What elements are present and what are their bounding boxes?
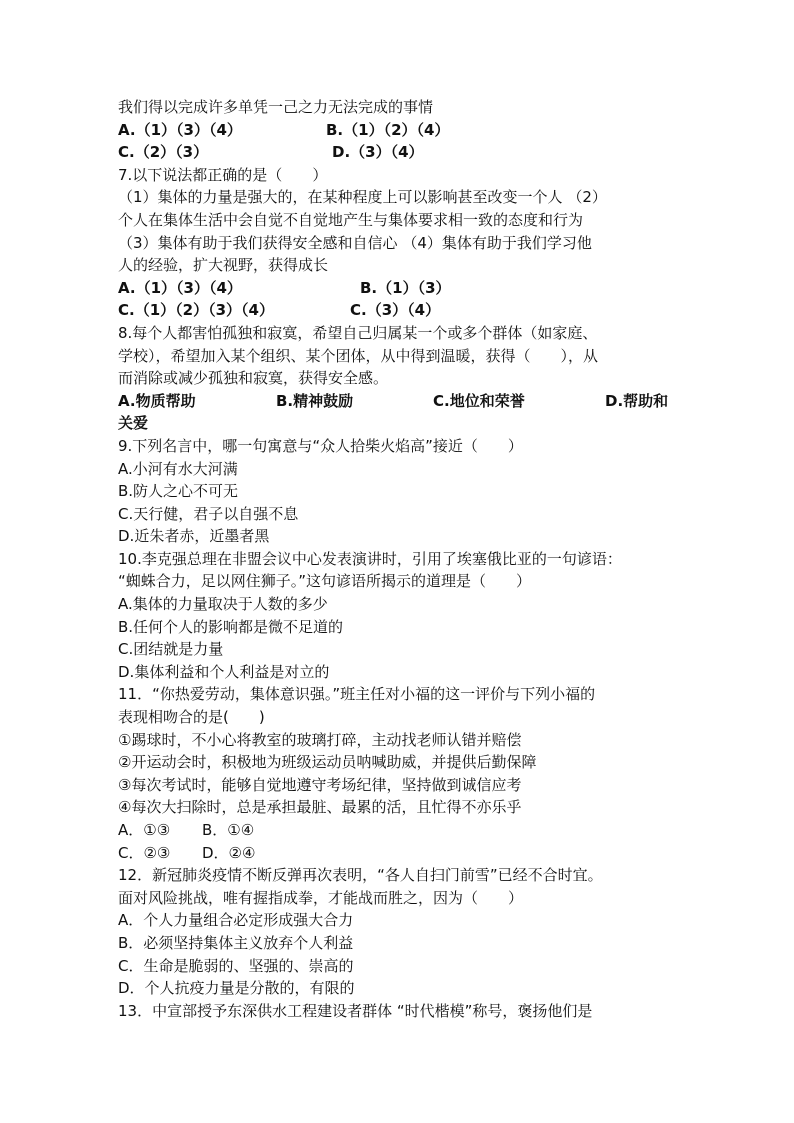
q9-option-d: D.近朱者赤，近墨者黑 [118,527,270,546]
q8-option-d-wrap: 关爱 [118,414,149,433]
q11-options-row-1 [118,819,688,842]
q6-tail-text: 我们得以完成许多单凭一己之力无法完成的事情 [118,98,434,116]
q6-option-c: C.（2）（3） [118,143,209,162]
q10-stem-line: “蜘蛛合力，足以网住狮子。”这句谚语所揭示的道理是（ ） [118,572,532,591]
q6-options-row-1 [118,119,688,142]
q12-option-a: A．个人力量组合必定形成强大合力 [118,911,354,930]
q9-stem: 9.下列名言中，哪一句寓意与“众人拾柴火焰高”接近（ ） [118,436,523,455]
q10-option-d: D.集体利益和个人利益是对立的 [118,662,330,681]
q8-stem-line: 8.每个人都害怕孤独和寂寞，希望自己归属某一个或多个群体（如家庭、 [118,323,598,342]
q11-options-row-2 [118,842,688,865]
q7-option-a: A.（1）（3）（4） [118,278,242,297]
q7-option-b: B.（1）（3） [360,278,451,297]
q8-options-row [118,390,688,413]
q10-option-c: C.团结就是力量 [118,640,224,659]
q12-option-d: D．个人抗疫力量是分散的，有限的 [118,979,355,998]
q9-option-b: B.防人之心不可无 [118,482,239,501]
q12-option-c: C．生命是脆弱的、坚强的、崇高的 [118,956,354,975]
q12-stem-line: 面对风险挑战，唯有握指成拳，才能战而胜之，因为（ ） [118,888,524,907]
q7-options-row-2 [118,299,688,322]
q11-item: ②开运动会时，积极地为班级运动员呐喊助威，并提供后勤保障 [118,753,537,772]
q11-item: ④每次大扫除时，总是承担最脏、最累的活，且忙得不亦乐乎 [118,798,522,817]
q6-option-b: B.（1）（2）（4） [326,120,450,139]
q11-option-a: A．①③ [118,821,171,839]
q8-option-b: B.精神鼓励 [276,391,354,410]
q7-body-line: （1）集体的力量是强大的，在某种程度上可以影响甚至改变一个人 （2） [118,188,607,207]
q11-stem-line: 11．“你热爱劳动，集体意识强。”班主任对小福的这一评价与下列小福的 [118,685,596,704]
q8-option-d: D.帮助和 [605,391,669,410]
q10-option-a: A.集体的力量取决于人数的多少 [118,595,328,614]
q7-stem: 7.以下说法都正确的是（ ） [118,165,328,184]
q8-option-a: A.物质帮助 [118,391,196,410]
q9-option-a: A.小河有水大河满 [118,459,238,478]
q10-option-b: B.任何个人的影响都是微不足道的 [118,617,344,636]
q12-option-b: B．必须坚持集体主义放弃个人利益 [118,933,354,952]
q8-stem-line: 而消除或减少孤独和寂寞，获得安全感。 [118,369,389,388]
q8-stem-line: 学校），希望加入某个组织、某个团体，从中得到温暖，获得（ ），从 [118,346,599,365]
q6-option-a: A.（1）（3）（4） [118,120,242,139]
exam-page [118,96,688,1022]
q13-stem: 13．中宣部授予东深供水工程建设者群体 “时代楷模”称号，褒扬他们是 [118,1001,593,1020]
q10-stem-line: 10.李克强总理在非盟会议中心发表演讲时，引用了埃塞俄比亚的一句谚语： [118,549,622,568]
q7-option-d: C.（3）（4） [350,301,441,320]
q11-option-c: C．②③ [118,843,171,862]
q7-body-line: 人的经验，扩大视野，获得成长 [118,256,329,275]
q6-option-d: D.（3）（4） [332,143,424,162]
q12-stem-line: 12．新冠肺炎疫情不断反弹再次表明，“各人自扫门前雪”已经不合时宜。 [118,866,603,885]
q7-body-line: 个人在集体生活中会自觉不自觉地产生与集体要求相一致的态度和行为 [118,210,584,229]
q11-item: ①踢球时，不小心将教室的玻璃打碎，主动找老师认错并赔偿 [118,730,522,749]
q8-option-c: C.地位和荣誉 [433,391,525,410]
q11-option-b: B．①④ [202,821,255,839]
q11-item: ③每次考试时，能够自觉地遵守考场纪律，坚持做到诚信应考 [118,775,522,794]
q9-option-c: C.天行健，君子以自强不息 [118,504,299,523]
q7-options-row-1 [118,277,688,300]
q11-option-d: D．②④ [202,843,256,862]
q11-stem-line: 表现相吻合的是( ) [118,708,265,727]
q6-options-row-2 [118,141,688,164]
q7-body-line: （3）集体有助于我们获得安全感和自信心 （4）集体有助于我们学习他 [118,233,592,252]
q7-option-c: C.（1）（2）（3）（4） [118,301,274,320]
